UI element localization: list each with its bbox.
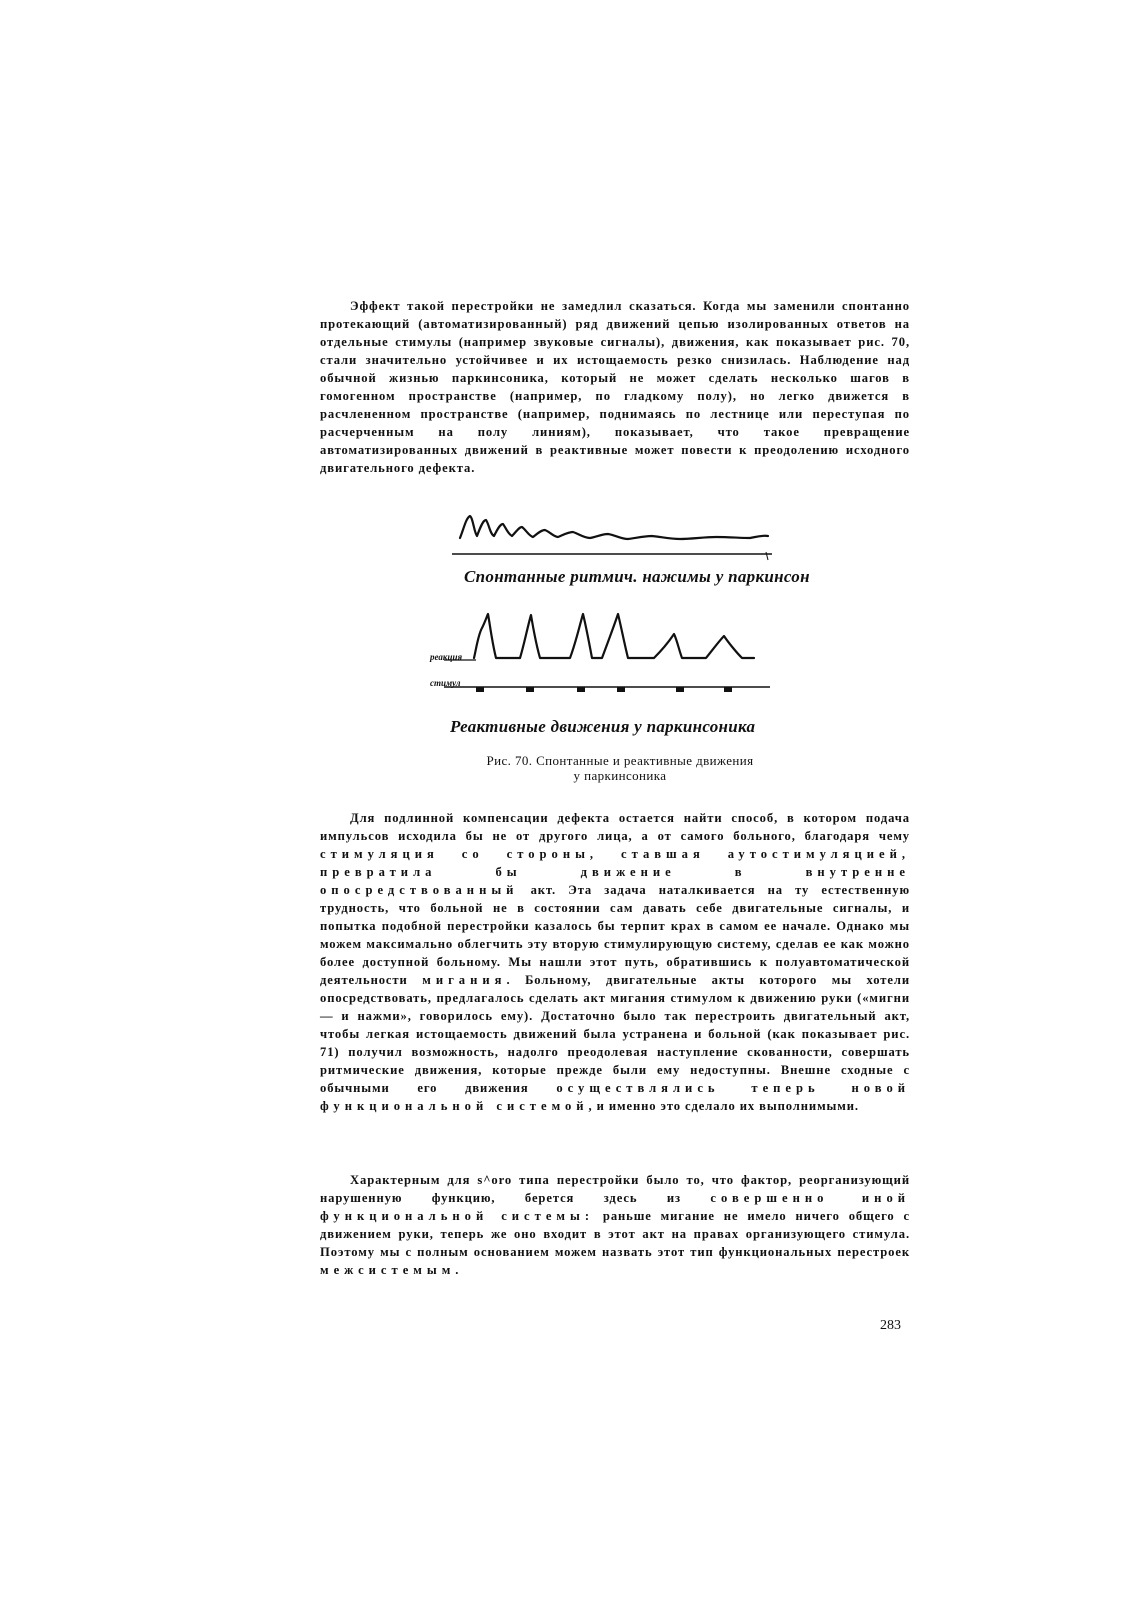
paragraph-3-emphasis-1: совершенно иной функциональной системы: <box>320 1191 910 1223</box>
stimulus-mark <box>577 687 585 692</box>
stimulus-mark <box>617 687 625 692</box>
paragraph-2 <box>320 809 910 1115</box>
paragraph-2-emphasis-2: мигания <box>422 973 507 987</box>
paragraph-1 <box>320 297 910 477</box>
paragraph-2-emphasis-3: осуществлялись теперь новой функциональной системой <box>320 1081 910 1113</box>
paragraph-2-text-a: Для подлинной компенсации дефекта остается найти способ, в котором подача импульсов исходила бы не от другого лица, а от самого больного, благодаря чему <box>320 811 910 843</box>
paragraph-2-text-e: . Больному, двигательные акты которого мы хотели опосредствовать, предлагалось сделать акт мигания стимулом к движению руки («мигни — и нажми», говорилось ему). Достаточно было так перестроить двигательный акт, чтобы легкая истощаемость движений была устранена и больной (как показывает рис. 71) получил возможность, надолго преодолевая наступление скованности, совершать ритмические движения, которые прежде были ему недоступны. Внешне сходные с обычными его движения <box>320 973 910 1095</box>
figure-label-stimulus: стимул <box>430 678 461 688</box>
figure-70 <box>430 510 810 770</box>
paragraph-3-emphasis-2: межсистемым. <box>320 1263 464 1277</box>
page-number: 283 <box>880 1318 901 1333</box>
paragraph-3 <box>320 1171 910 1279</box>
caption-line-2: у паркинсоника <box>573 768 667 783</box>
reactive-trace <box>474 614 754 658</box>
stimulus-mark <box>724 687 732 692</box>
stimulus-mark <box>676 687 684 692</box>
paragraph-1-text: Эффект такой перестройки не замедлил сказаться. Когда мы заменили спонтанно протекающий (автоматизированный) ряд движений цепью изолированных ответов на отдельные стимулы (например звуковые сигналы), движения, как показывает рис. 70, стали значительно устойчивее и их истощаемость резко снизилась. Наблюдение над обычной жизнью паркинсоника, который не может сделать несколько шагов в гомогенном пространстве (например, по гладкому полу), но легко движется в расчлененном пространстве (например, поднимаясь по лестнице или переступая по расчерченным на полу линиям), показывает, что такое превращение автоматизированных движений в реактивные может повести к преодолению исходного двигательного дефекта. <box>320 299 910 475</box>
stimulus-mark <box>476 687 484 692</box>
paragraph-3-text-c: раньше мигание не имело ничего общего с движением руки, теперь же оно входит в этот акт на правах организующего стимула. Поэтому мы с полным основанием можем назвать этот тип функциональных перестроек <box>320 1209 910 1259</box>
paragraph-3-text-a: Характерным для s^oro типа перестройки было то, что фактор, реорганизующий нарушенную функцию, берется здесь из <box>320 1173 910 1205</box>
paragraph-2-emphasis-1: стимуляция со стороны, ставшая аутостимуляцией, превратила бы движение в внутренне опосредствованный <box>320 847 910 897</box>
stimulus-mark <box>526 687 534 692</box>
caption-line-1: Рис. 70. Спонтанные и реактивные движения <box>486 753 754 768</box>
top-baseline-tick <box>766 552 768 560</box>
paragraph-2-text-c: акт. Эта задача наталкивается на ту естественную трудность, что больной не в состоянии сам давать себе двигательные сигналы, и попытка подобной перестройки казалось бы терпит крах в самом ее начале. Однако мы можем максимально облегчить эту вторую стимулирующую систему, сделав ее как можно более доступной больному. Мы нашли этот путь, обратившись к полуавтоматической деятельности <box>320 883 910 987</box>
paragraph-2-text-g: , и именно это сделало их выполнимыми. <box>588 1099 859 1113</box>
spontaneous-trace <box>460 516 768 539</box>
figure-label-reaction: реакция <box>430 652 463 662</box>
figure-label-reactive: Реактивные движения у паркинсоника <box>450 717 756 736</box>
figure-label-spontaneous: Спонтанные ритмич. нажимы у паркинсон <box>464 567 810 586</box>
figure-caption <box>440 753 800 783</box>
